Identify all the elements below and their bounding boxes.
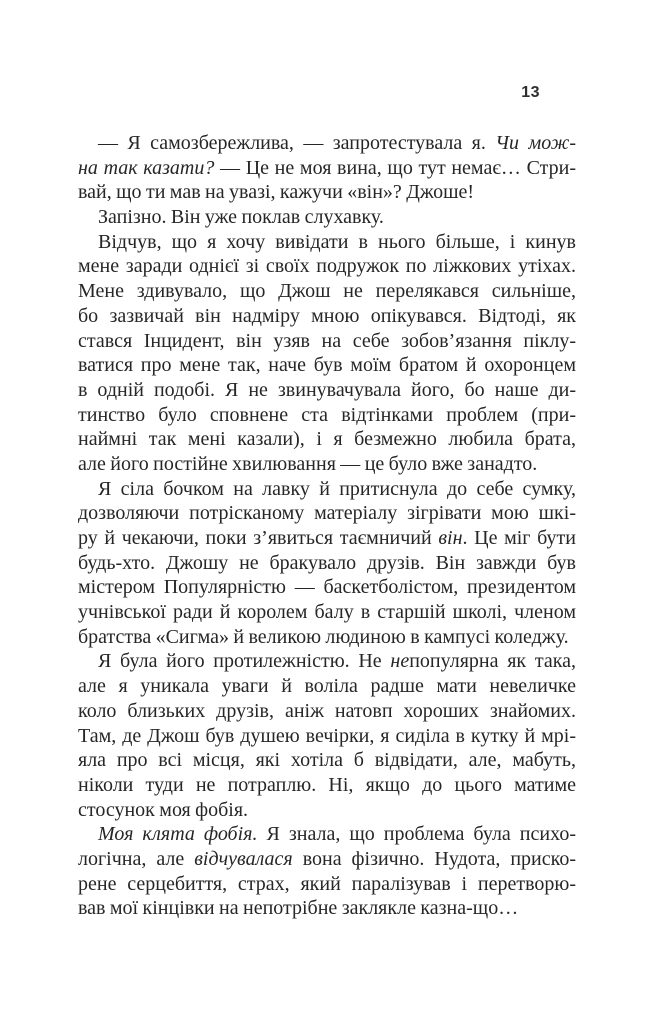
italic-text-segment: не: [390, 650, 410, 673]
text-line: [78, 131, 576, 156]
text-segment: містером Популярністю — баскетболістом, президентом: [78, 576, 576, 599]
text-segment: учнівської ради й королем балу в старшій школі, членом: [78, 601, 576, 624]
text-line: [78, 798, 576, 823]
paragraph: [78, 205, 576, 230]
text-segment: стосунок моя фобія.: [78, 798, 249, 821]
text-line: [78, 501, 576, 526]
text-line: [78, 724, 576, 749]
italic-text-segment: на так казати?: [78, 156, 215, 179]
text-segment: рене серцебиття, страх, який паралізував і перетворю-: [78, 872, 576, 895]
text-segment: вай, що ти мав на увазі, кажучи «він»? Джоше!: [78, 181, 475, 204]
text-segment: ніколи туди не потраплю. Ні, якщо до цього матиме: [78, 773, 576, 796]
text-line: [78, 872, 576, 897]
text-line: [78, 748, 576, 773]
text-segment: Я була його протилежністю. Не: [98, 650, 391, 673]
text-line: [78, 279, 576, 304]
text-segment: стався Інцидент, він узяв на себе зобов’язання піклу-: [78, 329, 576, 352]
text-line: [78, 156, 576, 181]
text-segment: Я знала, що проблема була психо-: [257, 823, 576, 846]
text-line: [78, 625, 576, 650]
text-line: [78, 674, 576, 699]
text-segment: популярна як така,: [409, 650, 576, 673]
text-line: [78, 773, 576, 798]
text-line: [78, 452, 576, 477]
text-line: [78, 254, 576, 279]
text-segment: дозволяючи потрісканому матеріалу зігрівати мою шкі-: [78, 502, 576, 525]
text-line: [78, 329, 576, 354]
page-number: 13: [521, 84, 540, 101]
text-line: [78, 477, 576, 502]
text-segment: логічна, але: [78, 847, 195, 870]
italic-text-segment: Моя клята фобія.: [98, 823, 258, 846]
text-segment: Мене здивувало, що Джош не перелякався сильніше,: [78, 280, 576, 303]
text-segment: — Я самозбережлива, — запротестувала я.: [98, 132, 496, 154]
text-segment: вона фізично. Нудота, приско-: [292, 847, 576, 870]
text-line: [78, 600, 576, 625]
text-segment: яла про всі місця, які хотіла б відвідати, але, мабуть,: [78, 749, 576, 772]
text-segment: наймні так мені казали), і я безмежно любила брата,: [78, 428, 576, 451]
text-segment: ру й чекаючи, поки з’явиться таємничий: [78, 527, 439, 549]
text-line: [78, 575, 576, 600]
paragraph: [78, 477, 576, 650]
text-block: [78, 131, 576, 921]
text-segment: ватися про мене так, наче був моїм братом й охоронцем: [78, 354, 576, 377]
text-line: [78, 180, 576, 205]
paragraph: [78, 230, 576, 477]
text-segment: Я сіла бочком на лавку й притиснула до себе сумку,: [98, 477, 576, 500]
text-segment: тинство було сповнене ста відтінками проблем (при-: [78, 403, 576, 426]
text-segment: вав мої кінцівки на непотрібне заклякле казна-що…: [78, 897, 519, 920]
text-segment: . Це міг бути: [462, 527, 576, 549]
text-line: [78, 822, 576, 847]
text-segment: братства «Сигма» й великою людиною в кампусі коледжу.: [78, 625, 569, 648]
text-line: [78, 551, 576, 576]
italic-text-segment: Чи мож-: [495, 132, 576, 154]
italic-text-segment: він: [438, 527, 463, 549]
text-segment: Там, де Джош був душею вечірки, я сиділа в кутку й мрі-: [78, 724, 576, 747]
text-segment: мене заради однієї зі своїх подружок по ліжкових утіхах.: [78, 255, 576, 278]
text-line: [78, 699, 576, 724]
text-line: [78, 304, 576, 329]
italic-text-segment: відчувалася: [194, 847, 293, 870]
text-line: [78, 526, 576, 551]
paragraph: [78, 822, 576, 921]
text-segment: коло близьких друзів, аніж натовп хороших знайомих.: [78, 699, 576, 722]
text-segment: в одній подобі. Я не звинувачувала його, бо наше ди-: [78, 378, 576, 401]
text-segment: бо зазвичай він надміру мною опікувався. Відтоді, як: [78, 304, 576, 327]
paragraph: [78, 131, 576, 205]
text-segment: Відчув, що я хочу вивідати в нього більше, і кинув: [98, 230, 576, 253]
text-segment: але я уникала уваги й воліла радше мати невеличке: [78, 675, 576, 698]
text-line: [78, 230, 576, 255]
text-segment: але його постійне хвилювання — це було вже занадто.: [78, 452, 538, 475]
text-segment: будь-хто. Джошу не бракувало друзів. Він завжди був: [78, 551, 576, 574]
text-segment: Запізно. Він уже поклав слухавку.: [98, 206, 384, 229]
text-line: [78, 378, 576, 403]
text-line: [78, 896, 576, 921]
text-line: [78, 403, 576, 428]
text-line: [78, 847, 576, 872]
text-line: [78, 649, 576, 674]
text-line: [78, 205, 576, 230]
text-line: [78, 353, 576, 378]
text-line: [78, 427, 576, 452]
text-segment: — Це не моя вина, що тут немає… Стри-: [214, 156, 576, 179]
paragraph: [78, 649, 576, 822]
